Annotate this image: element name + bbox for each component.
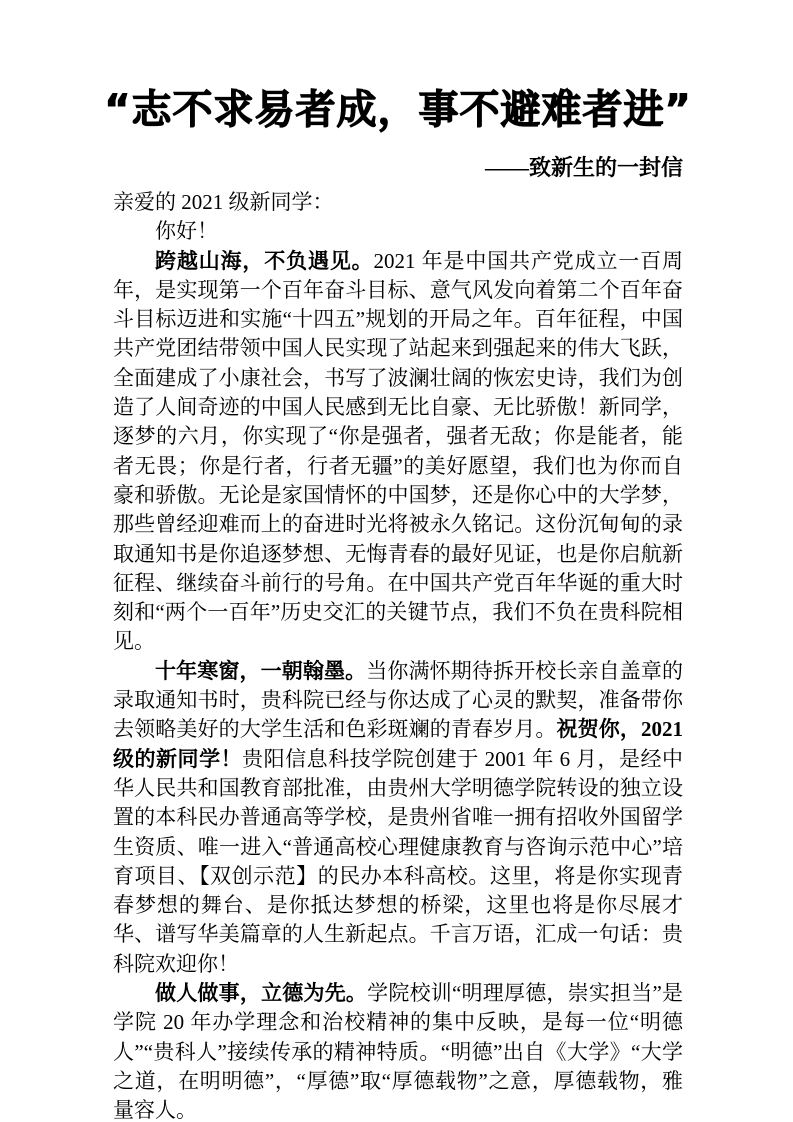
text-run: 做人做事，立德为先。 bbox=[155, 981, 368, 1006]
text-run: 贵阳信息科技学院创建于 2001 年 6 月，是经中华人民共和国教育部批准，由贵州大学明德学院转设的独立设置的本科民办普通高等学校，是贵州省唯一拥有招收外国留学生资质、唯一进入“普通高校心理健康教育与咨询示范中心”培育项目、【双创示范】的民办本科高校。这里，将是你实现青春梦想的舞台、是你抵达梦想的桥梁，这里也将是你尽展才华、谱写华美篇章的人生新起点。千言万语，汇成一句话：贵科院欢迎你！ bbox=[113, 746, 684, 976]
text-run: 你好！ bbox=[155, 219, 218, 244]
paragraph bbox=[113, 217, 683, 246]
letter-body bbox=[113, 188, 683, 1122]
paragraph bbox=[113, 657, 683, 979]
text-run: 当你满怀期待拆开校长亲自盖章的录取通知书时，贵科院已经与你达成了心灵的默契，准备带你去领略美好的大学生活和色彩斑斓的青春岁月。 bbox=[113, 658, 683, 742]
paragraph bbox=[113, 979, 683, 1122]
text-run: 亲爱的 2021 级新同学： bbox=[113, 190, 334, 214]
text-run: 2021 年是中国共产党成立一百周年，是实现第一个百年奋斗目标、意气风发向着第二个百年奋斗目标迈进和实施“十四五”规划的开局之年。百年征程，中国共产党团结带领中国人民实现了站起来到强起来的伟大飞跃，全面建成了小康社会，书写了波澜壮阔的恢宏史诗，我们为创造了人间奇迹的中国人民感到无比自豪、无比骄傲！新同学，逐梦的六月，你实现了“你是强者，强者无敌；你是能者，能者无畏；你是行者，行者无疆”的美好愿望，我们也为你而自豪和骄傲。无论是家国情怀的中国梦，还是你心中的大学梦，那些曾经迎难而上的奋进时光将被永久铭记。这份沉甸甸的录取通知书是你追逐梦想、无悔青春的最好见证，也是你启航新征程、继续奋斗前行的号角。在中国共产党百年华诞的重大时刻和“两个一百年”历史交汇的关键节点，我们不负在贵科院相见。 bbox=[113, 248, 684, 654]
text-run: 跨越山海，不负遇见。 bbox=[155, 248, 374, 273]
page-subtitle: ——致新生的一封信 bbox=[484, 155, 683, 180]
paragraph bbox=[113, 247, 683, 657]
text-run: 祝贺你，2021 级的新同学！ bbox=[113, 717, 684, 771]
text-run: 十年寒窗，一朝翰墨。 bbox=[155, 658, 367, 683]
paragraph bbox=[113, 188, 683, 217]
page-title: “志不求易者成，事不避难者进” bbox=[104, 87, 692, 133]
text-run: 学院校训“明理厚德，崇实担当”是学院 20 年办学理念和治校精神的集中反映，是每一位“明德人”“贵科人”接续传承的精神特质。“明德”出自《大学》“大学之道，在明明德”，“厚德”取“厚德载物”之意，厚德载物，雅量容人。 bbox=[113, 981, 684, 1122]
